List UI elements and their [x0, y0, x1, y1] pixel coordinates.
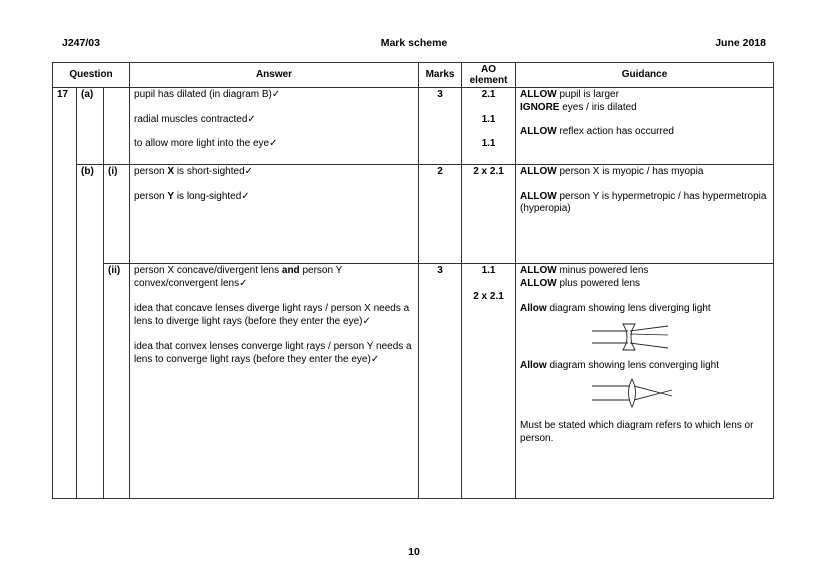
answer-line: person Y is long-sighted✓	[134, 190, 250, 202]
mark-scheme-table	[52, 62, 774, 499]
answer-cell	[130, 165, 419, 264]
guidance-text: reflex action has occurred	[556, 126, 674, 137]
question-subpart	[104, 88, 130, 165]
answer-cell	[130, 264, 419, 499]
guidance-text: pupil is larger	[556, 89, 619, 100]
table-row	[53, 165, 774, 264]
column-header-guidance: Guidance	[516, 63, 774, 88]
guidance-keyword: ALLOW	[520, 126, 557, 137]
guidance-text: person X is myopic / has myopia	[556, 166, 704, 177]
guidance-cell	[516, 88, 774, 165]
guidance-keyword: Allow	[520, 303, 547, 314]
ao-value: 2 x 2.1	[473, 290, 504, 302]
guidance-keyword: Allow	[520, 359, 547, 371]
guidance-text: Must be stated which diagram refers to which lens or person.	[520, 420, 754, 444]
table-header-row	[53, 63, 774, 88]
guidance-text: diagram showing lens converging light	[546, 359, 720, 371]
guidance-keyword: ALLOW	[520, 277, 557, 289]
answer-line: idea that convex lenses converge light rays / person Y needs a lens to converge light rays (before they enter the eye)✓	[134, 341, 412, 365]
ao-cell	[462, 264, 516, 499]
question-subpart: (i)	[104, 165, 130, 264]
converging-lens-diagram	[590, 376, 680, 410]
ao-value: 2.1	[481, 89, 496, 100]
answer-line: to allow more light into the eye✓	[134, 138, 278, 149]
ao-value: 1.1	[481, 138, 496, 149]
answer-line: person X is short-sighted✓	[134, 166, 254, 177]
question-part: (b)	[77, 165, 104, 264]
column-header-question: Question	[53, 63, 130, 88]
marks-cell: 3	[419, 264, 462, 499]
question-part	[77, 264, 104, 499]
answer-line: idea that concave lenses diverge light rays / person X needs a lens to diverge light rays (before they enter the eye)✓	[134, 303, 410, 327]
table-row	[53, 264, 774, 499]
guidance-text: plus powered lens	[556, 277, 641, 289]
ao-value: 1.1	[481, 265, 496, 276]
ao-header-line1: AO	[481, 64, 497, 75]
guidance-keyword: ALLOW	[520, 89, 557, 100]
question-number	[53, 264, 77, 499]
guidance-text: person Y is hypermetropic / has hypermetropia (hyperopia)	[520, 190, 767, 214]
header-title: Mark scheme	[380, 37, 448, 49]
guidance-text: eyes / iris dilated	[559, 101, 637, 113]
column-header-answer: Answer	[130, 63, 419, 88]
guidance-cell	[516, 264, 774, 499]
page-number: 10	[408, 546, 420, 558]
guidance-keyword: ALLOW	[520, 166, 557, 177]
answer-line: pupil has dilated (in diagram B)✓	[134, 89, 281, 100]
guidance-keyword: ALLOW	[520, 190, 557, 202]
answer-cell	[130, 88, 419, 165]
header-date: June 2018	[715, 37, 766, 49]
question-subpart: (ii)	[104, 264, 130, 499]
table-row	[53, 88, 774, 165]
ao-cell: 2 x 2.1	[462, 165, 516, 264]
ao-cell	[462, 88, 516, 165]
guidance-text: diagram showing lens diverging light	[546, 303, 711, 314]
marks-cell: 2	[419, 165, 462, 264]
ao-header-line2: element	[469, 75, 508, 86]
answer-line: radial muscles contracted✓	[134, 113, 256, 125]
guidance-cell	[516, 165, 774, 264]
guidance-keyword: IGNORE	[520, 101, 560, 113]
header-ref: J247/03	[62, 37, 100, 49]
guidance-text: minus powered lens	[556, 265, 649, 276]
question-number	[53, 165, 77, 264]
column-header-ao	[462, 63, 516, 88]
ao-value: 1.1	[481, 113, 496, 125]
question-part: (a)	[77, 88, 104, 165]
column-header-marks: Marks	[419, 63, 462, 88]
question-number: 17	[53, 88, 77, 165]
answer-line: person X concave/divergent lens and person Y convex/convergent lens✓	[134, 265, 343, 289]
guidance-keyword: ALLOW	[520, 265, 557, 276]
diverging-lens-diagram	[590, 320, 680, 354]
marks-cell: 3	[419, 88, 462, 165]
